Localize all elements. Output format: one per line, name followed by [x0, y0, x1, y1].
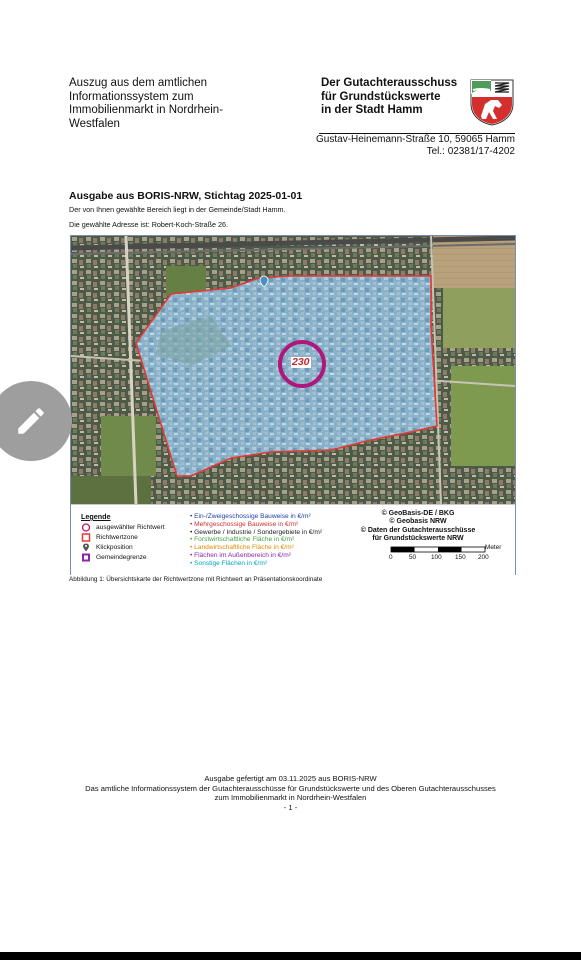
- header-left-line: Westfalen: [69, 117, 120, 130]
- footer-line: Ausgabe gefertigt am 03.11.2025 aus BORIS-NRW: [204, 774, 377, 783]
- scale-tick: 150: [455, 554, 466, 561]
- document-title: Ausgabe aus BORIS-NRW, Stichtag 2025-01-01: [69, 190, 303, 202]
- legend-type: • Landwirtschaftliche Fläche in €/m²: [190, 544, 294, 552]
- header-address: Gustav-Heinemann-Straße 10, 59065 Hamm: [316, 134, 515, 145]
- zone-value-label: 230: [292, 356, 310, 368]
- circle-outline-icon: [81, 523, 91, 532]
- footer-line: Das amtliche Informationssystem der Gutachterausschüsse für Grundstückswerte und des Oberen Gutachterausschusses: [85, 783, 496, 793]
- copyright-line: © Geobasis NRW: [389, 518, 447, 526]
- copyright-line: © Daten der Gutachterausschüsse: [360, 526, 476, 534]
- document-line-municipality: Der von Ihnen gewählte Bereich liegt in der Gemeinde/Stadt Hamm.: [69, 205, 286, 214]
- copyright-line: © GeoBasis-DE / BKG: [381, 510, 455, 517]
- header-right: [321, 77, 461, 118]
- map-legend: [71, 504, 515, 575]
- figure-caption: Abbildung 1: Übersichtskarte der Richtwertzone mit Richtwert an Präsentationskoordinate: [69, 576, 323, 583]
- legend-usage-types: [190, 513, 322, 568]
- legend-item-label: Klickposition: [96, 544, 133, 551]
- scale-bar: [389, 546, 503, 566]
- nrw-coat-of-arms-icon: [469, 78, 515, 126]
- header-address-block: [316, 134, 515, 158]
- map-pin-icon: [81, 543, 91, 552]
- header-left: [69, 77, 244, 131]
- pencil-icon: [14, 404, 48, 438]
- legend-item-selected-value: [81, 523, 165, 532]
- purple-square-icon: [81, 553, 91, 562]
- legend-item-label: ausgewählter Richtwert: [96, 524, 165, 531]
- legend-item-click: [81, 543, 133, 552]
- header-left-line: Immobilienmarkt in Nordrhein-: [69, 104, 224, 117]
- legend-type: • Gewerbe / Industrie / Sondergebiete in €/m²: [190, 528, 323, 536]
- legend-item-label: Gemeindegrenze: [96, 554, 147, 561]
- legend-type: • Mehrgeschossige Bauweise in €/m²: [190, 520, 299, 528]
- map-copyright: [343, 510, 493, 544]
- scale-tick: 200: [478, 554, 489, 561]
- aerial-map[interactable]: [71, 236, 515, 504]
- page-number: - 1 -: [283, 802, 298, 812]
- header-phone: Tel.: 02381/17-4202: [426, 146, 515, 157]
- copyright-line: für Grundstückswerte NRW: [372, 535, 464, 543]
- header-right-line: für Grundstückswerte: [321, 90, 441, 103]
- scale-tick: 100: [431, 554, 442, 561]
- legend-item-label: Richtwertzone: [96, 534, 138, 541]
- legend-type: • Sonstige Flächen in €/m²: [190, 559, 268, 567]
- legend-item-boundary: [81, 553, 147, 562]
- header-right-line: Der Gutachterausschuss: [321, 77, 458, 89]
- scale-tick: 50: [409, 554, 417, 561]
- map-figure: [70, 235, 516, 575]
- legend-type: • Flächen im Außenbereich in €/m²: [190, 551, 291, 559]
- red-square-outline-icon: [81, 533, 91, 542]
- page-footer: [0, 774, 581, 812]
- document-line-address: Die gewählte Adresse ist: Robert-Koch-Straße 26.: [69, 220, 228, 229]
- bottom-bar: [0, 952, 581, 960]
- legend-item-zone: [81, 533, 138, 542]
- header-left-line: Informationssystem zum: [69, 90, 194, 103]
- header-left-line: Auszug aus dem amtlichen: [69, 77, 208, 89]
- legend-title: Legende: [81, 512, 111, 521]
- scale-unit: Meter: [485, 544, 502, 551]
- footer-line: zum Immobilienmarkt in Nordrhein-Westfalen: [214, 793, 367, 803]
- header-right-line: in der Stadt Hamm: [321, 104, 423, 117]
- legend-type: • Ein-/Zweigeschossige Bauweise in €/m²: [190, 513, 311, 520]
- legend-type: • Forstwirtschaftliche Fläche in €/m²: [190, 536, 295, 544]
- scale-tick: 0: [389, 554, 393, 561]
- top-bar: [0, 0, 581, 30]
